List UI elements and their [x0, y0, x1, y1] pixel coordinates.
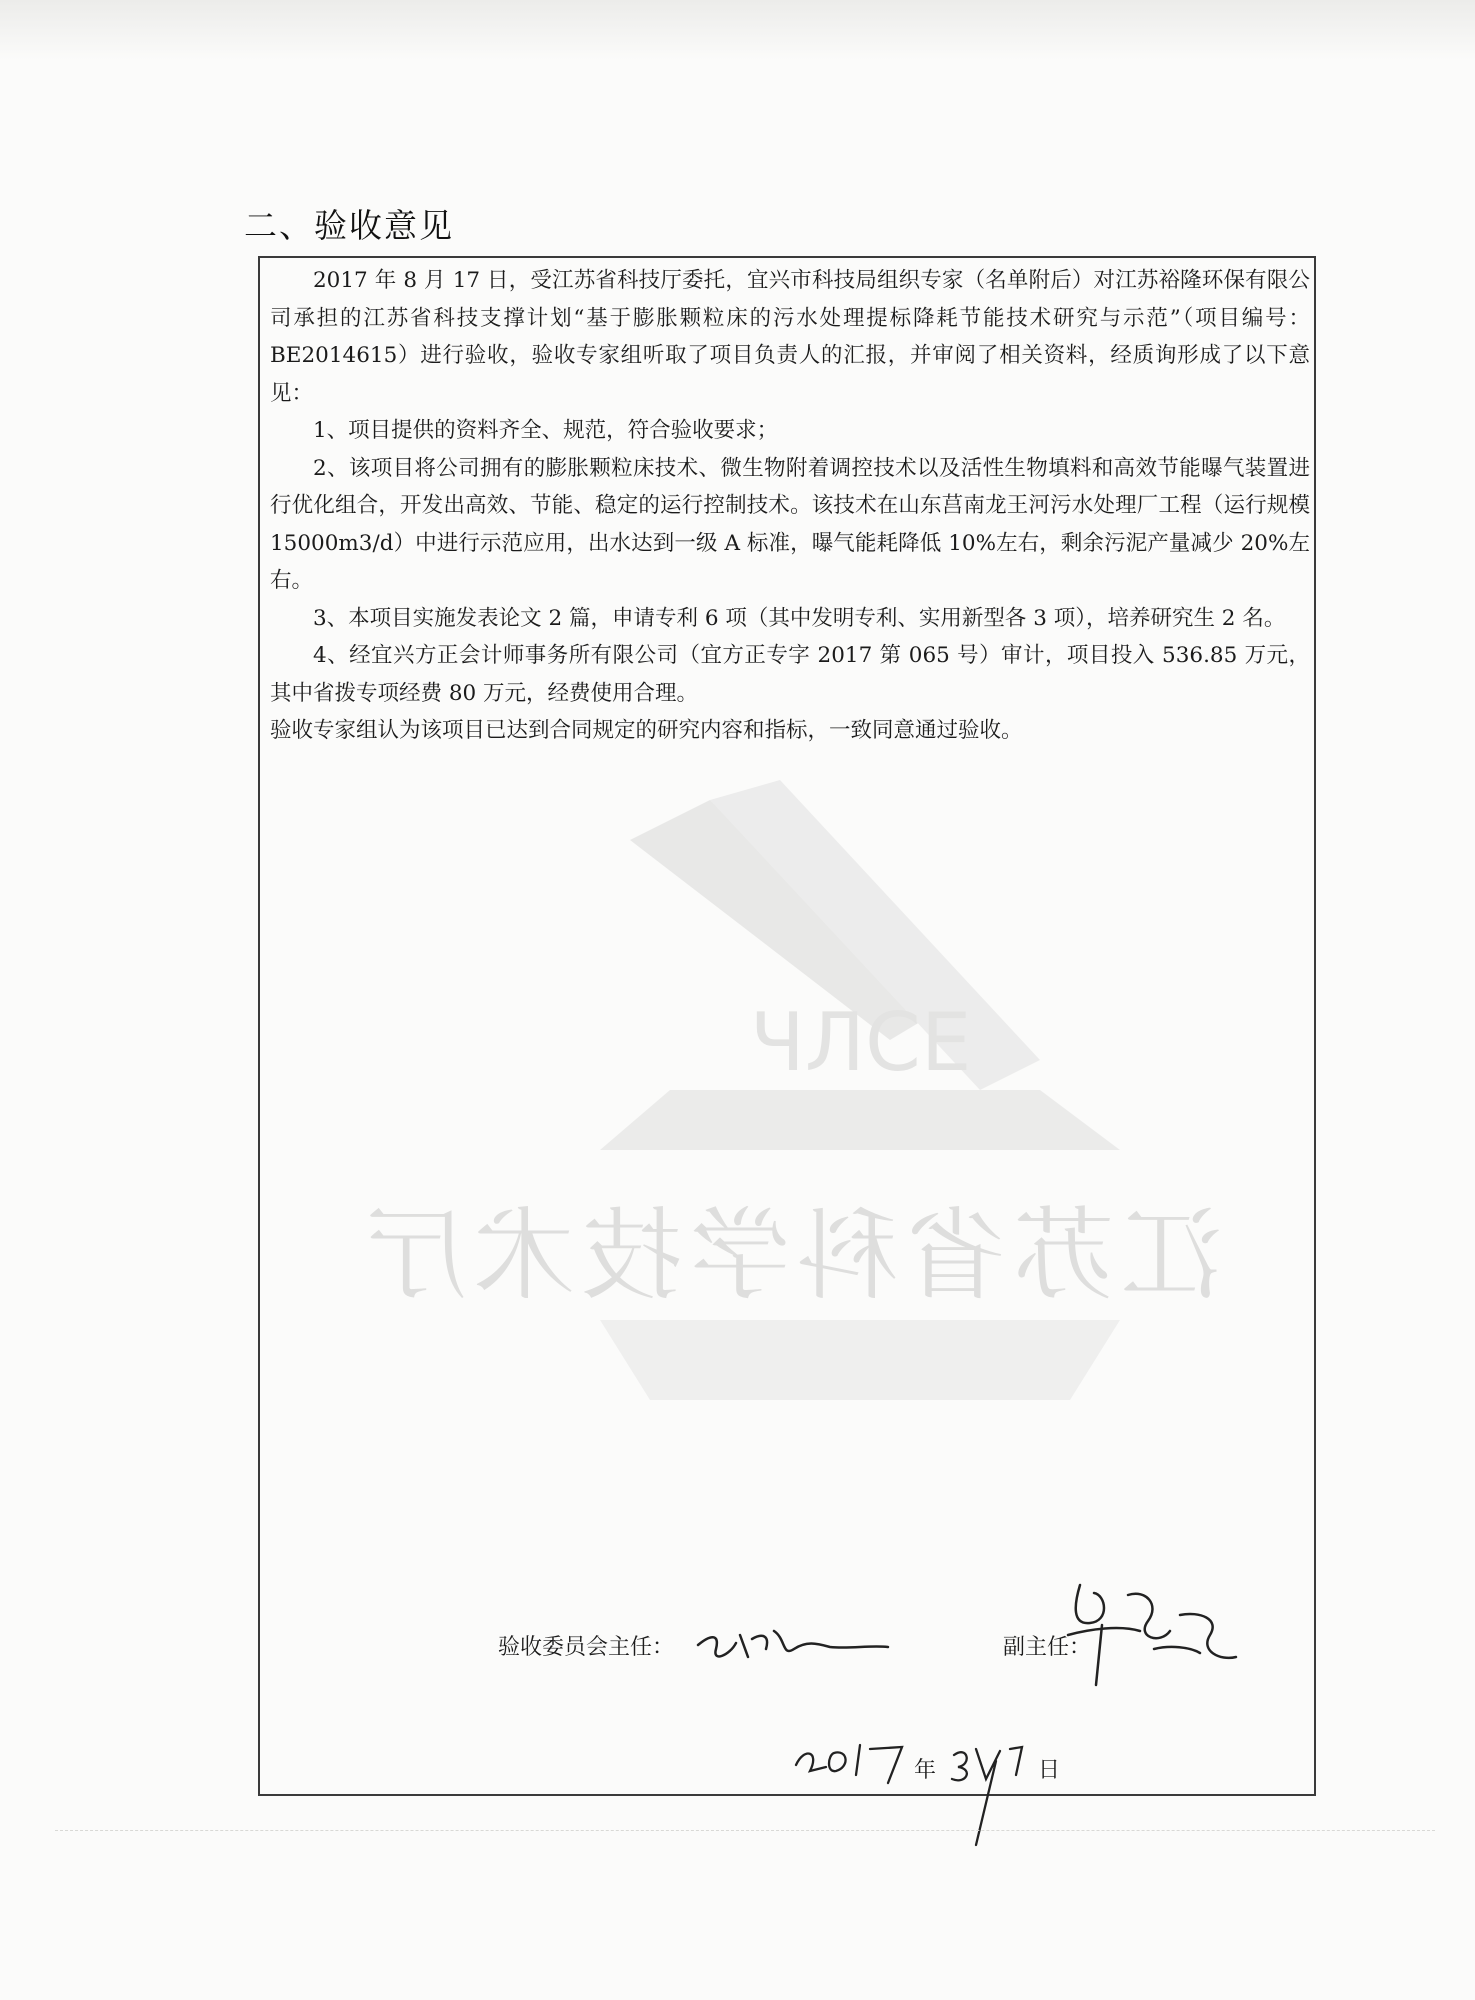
- conclusion-paragraph: 验收专家组认为该项目已达到合同规定的研究内容和指标，一致同意通过验收。: [270, 718, 1023, 743]
- chair-signature: [690, 1605, 890, 1675]
- item-1: 1、项目提供的资料齐全、规范，符合验收要求；: [313, 418, 779, 443]
- seal-watermark-text: 江苏省科学技术厅: [358, 1197, 1222, 1314]
- date-block: [790, 1705, 1090, 1855]
- chair-signature-stroke: [698, 1631, 888, 1657]
- emblem-letters: ЧЛСЕ: [750, 996, 972, 1089]
- vice-chair-label: 副主任：: [1003, 1635, 1092, 1660]
- chair-label: 验收委员会主任：: [498, 1635, 675, 1660]
- date-day-char: 日: [1038, 1758, 1061, 1783]
- scan-artifact-line: [55, 1830, 1435, 1831]
- emblem-base: [600, 1090, 1120, 1150]
- section-heading: 二、验收意见: [244, 206, 454, 245]
- opinion-body: [270, 262, 1310, 750]
- emblem-foot: [600, 1320, 1120, 1400]
- intro-paragraph: 2017 年 8 月 17 日，受江苏省科技厅委托，宜兴市科技局组织专家（名单附后）对江苏裕隆环保有限公司承担的江苏省科技支撑计划“基于膨胀颗粒床的污水处理提标降耗节能技术研究与示范”（项目编号：BE2014615）进行验收，验收专家组听取了项目负责人的汇报，并审阅了相关资料，经质询形成了以下意见：: [270, 268, 1310, 406]
- item-3: 3、本项目实施发表论文 2 篇，申请专利 6 项（其中发明专利、实用新型各 3 项），培养研究生 2 名。: [313, 605, 1286, 631]
- scan-shadow: [0, 0, 1475, 60]
- item-2: 2、该项目将公司拥有的膨胀颗粒床技术、微生物附着调控技术以及活性生物填料和高效节能曝气装置进行优化组合，开发出高效、节能、稳定的运行控制技术。该技术在山东莒南龙王河污水处理厂工程（运行规模 15000m3/d）中进行示范应用，出水达到一级 A 标准，曝气能耗降低 10%左右，剩余污泥产量减少 20%左右。: [270, 455, 1310, 593]
- vice-chair-signature-stroke: [1068, 1585, 1236, 1685]
- seal-watermark-graphic: [420, 760, 1180, 1420]
- item-4: 4、经宜兴方正会计师事务所有限公司（宜方正专字 2017 第 065 号）审计，项目投入 536.85 万元，其中省拨专项经费 80 万元，经费使用合理。: [270, 643, 1310, 706]
- vice-chair-signature: [1050, 1565, 1240, 1705]
- date-year-char: 年: [914, 1758, 937, 1783]
